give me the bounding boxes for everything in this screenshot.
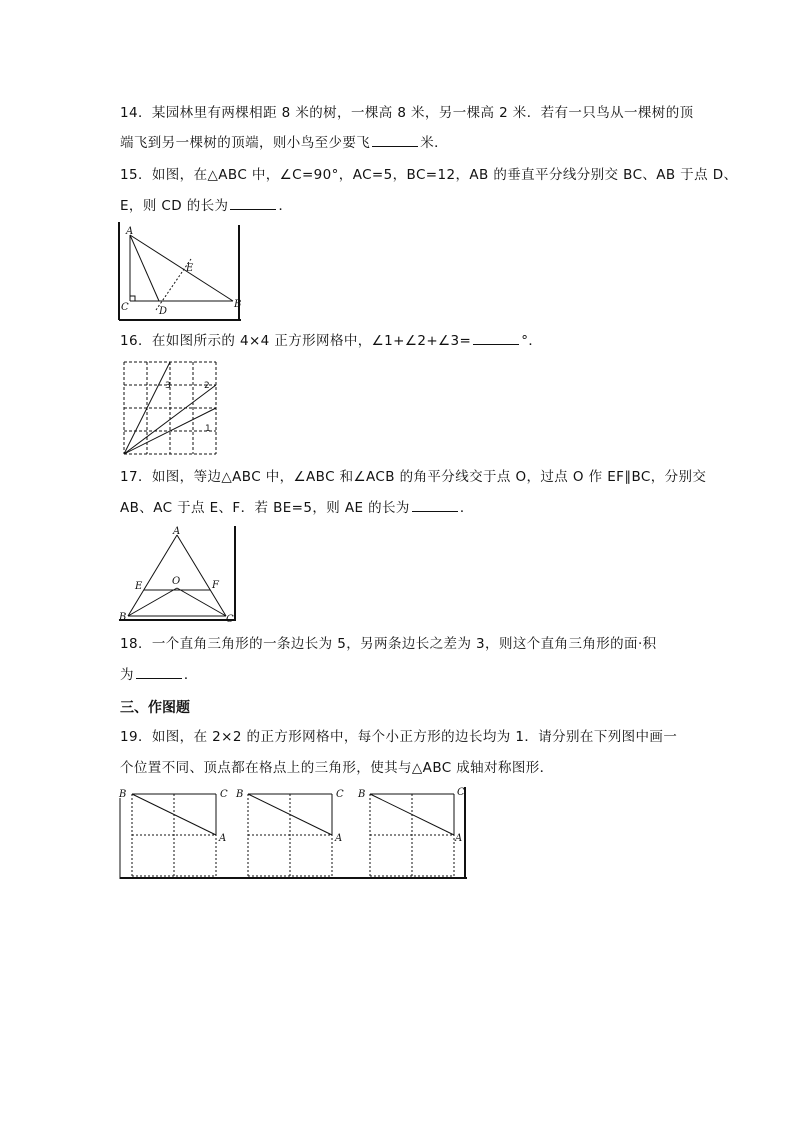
q17-line2: [120, 499, 474, 517]
q17-label-c: C: [226, 614, 234, 625]
q15-line1: 15．如图，在△ABC 中，∠C=90°，AC=5，BC=12，AB 的垂直平分线分别交 BC、AB 于点 D、: [120, 167, 738, 183]
q17-label-e: E: [135, 581, 143, 592]
q17-label-o: O: [172, 576, 181, 587]
q16-text: 16．在如图所示的 4×4 正方形网格中，∠1+∠2+∠3=: [120, 333, 472, 349]
q14-answer-blank[interactable]: [372, 134, 418, 147]
q17-text: AB、AC 于点 E、F．若 BE=5，则 AE 的长为: [120, 500, 410, 516]
q18-answer-blank[interactable]: [136, 666, 182, 679]
q19-g3-label-b: B: [358, 789, 366, 800]
q19-line2: 个位置不同、顶点都在格点上的三角形，使其与△ABC 成轴对称图形．: [120, 760, 554, 776]
q19-g3-label-c: C: [457, 787, 465, 798]
q16-answer-blank[interactable]: [473, 332, 519, 345]
q15-figure: [118, 222, 248, 322]
q19-g1-label-b: B: [119, 789, 127, 800]
q18-text: 为: [120, 667, 134, 683]
q15-label-e: E: [186, 263, 194, 274]
q19-figure: [118, 784, 470, 884]
q17-label-f: F: [212, 580, 219, 591]
q18-end: ．: [183, 667, 198, 683]
q16-label-2: 2: [204, 381, 210, 391]
q19-g2-label-a: A: [335, 833, 343, 844]
q14-line1: 14．某园林里有两棵相距 8 米的树，一棵高 8 米，另一棵高 2 米．若有一只鸟从一棵树的顶: [120, 105, 694, 121]
q17-figure: [118, 524, 243, 626]
q18-line1: 18．一个直角三角形的一条边长为 5，另两条边长之差为 3，则这个直角三角形的面·积: [120, 636, 657, 652]
q17-label-a: A: [173, 526, 181, 537]
q15-text: E，则 CD 的长为: [120, 198, 229, 214]
q16-line1: [120, 332, 542, 350]
q15-answer-blank[interactable]: [230, 197, 276, 210]
q19-g2-label-c: C: [336, 789, 344, 800]
q15-label-a: A: [126, 226, 134, 237]
q19-grid-2[interactable]: [235, 789, 344, 876]
q15-label-b: B: [234, 299, 242, 310]
q14-unit: 米．: [420, 135, 449, 151]
q19-grid-1[interactable]: [118, 789, 228, 876]
q15-label-d: D: [159, 306, 168, 317]
q17-answer-blank[interactable]: [412, 499, 458, 512]
q17-label-b: B: [119, 612, 127, 623]
q16-label-3: 3: [165, 381, 171, 391]
q14-text: 端飞到另一棵树的顶端，则小鸟至少要飞: [120, 135, 371, 151]
q17-line1: 17．如图，等边△ABC 中，∠ABC 和∠ACB 的角平分线交于点 O，过点 O 作 EF∥BC，分别交: [120, 469, 707, 485]
q15-end: ．: [278, 198, 293, 214]
q16-figure: [124, 362, 219, 457]
q19-grid-3[interactable]: [357, 787, 465, 876]
q15-label-c: C: [121, 302, 129, 313]
q19-g2-label-b: B: [236, 789, 244, 800]
q19-g1-label-a: A: [219, 833, 227, 844]
q15-line2: [120, 197, 292, 215]
q18-line2: [120, 666, 198, 684]
section-title: 三、作图题: [120, 700, 190, 716]
q17-end: ．: [459, 500, 474, 516]
q19-g1-label-c: C: [220, 789, 228, 800]
q19-g3-label-a: A: [455, 833, 463, 844]
q14-line2: [120, 134, 448, 152]
q16-label-1: 1: [205, 424, 211, 434]
q16-unit: °．: [521, 333, 543, 349]
q19-line1: 19．如图，在 2×2 的正方形网格中，每个小正方形的边长均为 1．请分别在下列图中画一: [120, 729, 678, 745]
